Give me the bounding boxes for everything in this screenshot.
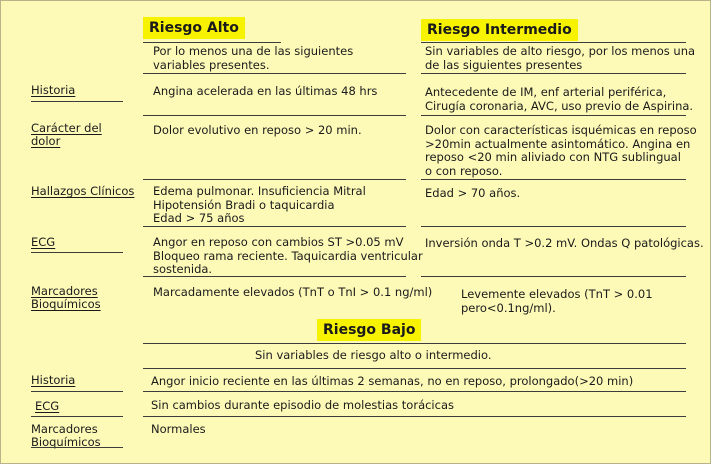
- ecg-alto: [153, 236, 423, 277]
- rule-intro-alto: [143, 73, 406, 74]
- header-riesgo-alto: Riesgo Alto: [143, 17, 245, 39]
- rule-label-ecg-bajo: [31, 416, 123, 417]
- rule-historia-alto: [143, 115, 406, 116]
- rule-label-historia: [31, 101, 123, 102]
- rule-bajo-header: [143, 343, 686, 344]
- intro-alto-line: variables presentes.: [153, 57, 270, 72]
- rule-label-historia-bajo: [31, 391, 123, 392]
- hallazgos-alto: [153, 185, 366, 226]
- caracter-alto: [153, 124, 362, 138]
- rule-caracter-intermedio: [421, 179, 686, 180]
- marcadores-intermedio-line: Levemente elevados (TnT > 0.01: [461, 287, 653, 301]
- row-label-hallazgos: Hallazgos Clínicos: [31, 184, 135, 198]
- hallazgos-alto-line: Edad > 75 años: [153, 211, 245, 225]
- header-riesgo-bajo: Riesgo Bajo: [317, 319, 421, 341]
- caracter-intermedio: [425, 124, 697, 178]
- marcadores-intermedio-line: pero<0.1ng/ml).: [461, 300, 556, 315]
- marcadores-bajo: Normales: [151, 422, 206, 436]
- caracter-intermedio-line: >20min actualmente asintomático. Angina en: [425, 136, 691, 151]
- hallazgos-intermedio-line: Edad > 70 años.: [425, 186, 521, 200]
- row-label-marcadores-bajo-line: Marcadores: [31, 422, 98, 436]
- row-label-marcadores-line: Marcadores: [31, 284, 98, 298]
- rule-alto-header: [143, 42, 281, 43]
- ecg-alto-line: Bloqueo rama reciente. Taquicardia ventricular: [153, 248, 423, 263]
- ecg-alto-line: sostenida.: [153, 262, 213, 276]
- row-label-historia-bajo: Historia: [31, 373, 76, 387]
- caracter-intermedio-line: reposo <20 min aliviado con NTG sublingual: [425, 150, 681, 164]
- row-label-caracter-dolor: [31, 122, 102, 148]
- caracter-intermedio-line: o con reposo.: [425, 163, 503, 178]
- header-riesgo-intermedio: Riesgo Intermedio: [421, 19, 578, 41]
- rule-ecg-alto: [143, 276, 406, 277]
- hallazgos-alto-line: Hipotensión Bradi o taquicardia: [153, 197, 335, 212]
- historia-intermedio-line: Cirugía coronaria, AVC, uso previo de Aspirina.: [425, 98, 694, 113]
- historia-intermedio-line: Antecedente de IM, enf arterial periférica,: [425, 85, 667, 99]
- row-label-ecg: ECG: [31, 235, 56, 249]
- rule-label-ecg: [31, 252, 123, 253]
- marcadores-alto: [153, 286, 432, 300]
- ecg-alto-line: Angor en reposo con cambios ST >0.05 mV: [153, 235, 404, 249]
- ecg-bajo: Sin cambios durante episodio de molestias torácicas: [151, 398, 454, 412]
- row-label-marcadores-bajo-line: Bioquímicos: [31, 435, 101, 449]
- rule-intro-intermedio: [421, 73, 686, 74]
- rule-caracter-alto: [143, 179, 406, 180]
- rule-intro-bajo: [143, 368, 686, 369]
- marcadores-intermedio: [461, 288, 653, 315]
- rule-historia-intermedio: [421, 115, 686, 116]
- rule-historia-bajo: [143, 391, 686, 392]
- intro-intermedio: [425, 45, 695, 72]
- hallazgos-intermedio: [425, 187, 520, 201]
- historia-alto-line: Angina acelerada en las últimas 48 hrs: [153, 84, 378, 98]
- caracter-intermedio-line: Dolor con características isquémicas en reposo: [425, 123, 697, 137]
- historia-bajo: Angor inicio reciente en las últimas 2 semanas, no en reposo, prolongado(>20 min): [151, 374, 634, 388]
- row-label-historia: Historia: [31, 83, 76, 97]
- rule-hallazgos-alto: [143, 226, 406, 227]
- intro-bajo: Sin variables de riesgo alto o intermedio.: [255, 348, 492, 362]
- intro-intermedio-line: de las siguientes presentes: [425, 57, 583, 72]
- historia-alto: [153, 85, 377, 99]
- marcadores-alto-line: Marcadamente elevados (TnT o TnI > 0.1 ng/ml): [153, 285, 433, 299]
- caracter-alto-line: Dolor evolutivo en reposo > 20 min.: [153, 123, 362, 137]
- ecg-intermedio: [425, 237, 704, 251]
- intro-alto: [153, 45, 353, 72]
- intro-intermedio-line: Sin variables de alto riesgo, por los menos una: [425, 44, 696, 58]
- hallazgos-alto-line: Edema pulmonar. Insuficiencia Mitral: [153, 184, 366, 198]
- row-label-marcadores: [31, 285, 101, 311]
- rule-ecg-bajo: [143, 416, 686, 417]
- row-label-caracter-line: dolor: [31, 134, 61, 148]
- rule-label-marcadores-bajo: [31, 447, 123, 448]
- rule-ecg-intermedio: [421, 276, 686, 277]
- ecg-intermedio-line: Inversión onda T >0.2 mV. Ondas Q patológicas.: [425, 236, 704, 250]
- row-label-marcadores-bajo: [31, 423, 101, 449]
- rule-intermedio-header: [421, 42, 686, 43]
- row-label-ecg-bajo: ECG: [35, 399, 60, 413]
- intro-alto-line: Por lo menos una de las siguientes: [153, 44, 354, 58]
- row-label-caracter-line: Carácter del: [31, 121, 102, 135]
- rule-hallazgos-intermedio: [421, 226, 686, 227]
- row-label-marcadores-line: Bioquímicos: [31, 297, 101, 311]
- historia-intermedio: [425, 86, 693, 113]
